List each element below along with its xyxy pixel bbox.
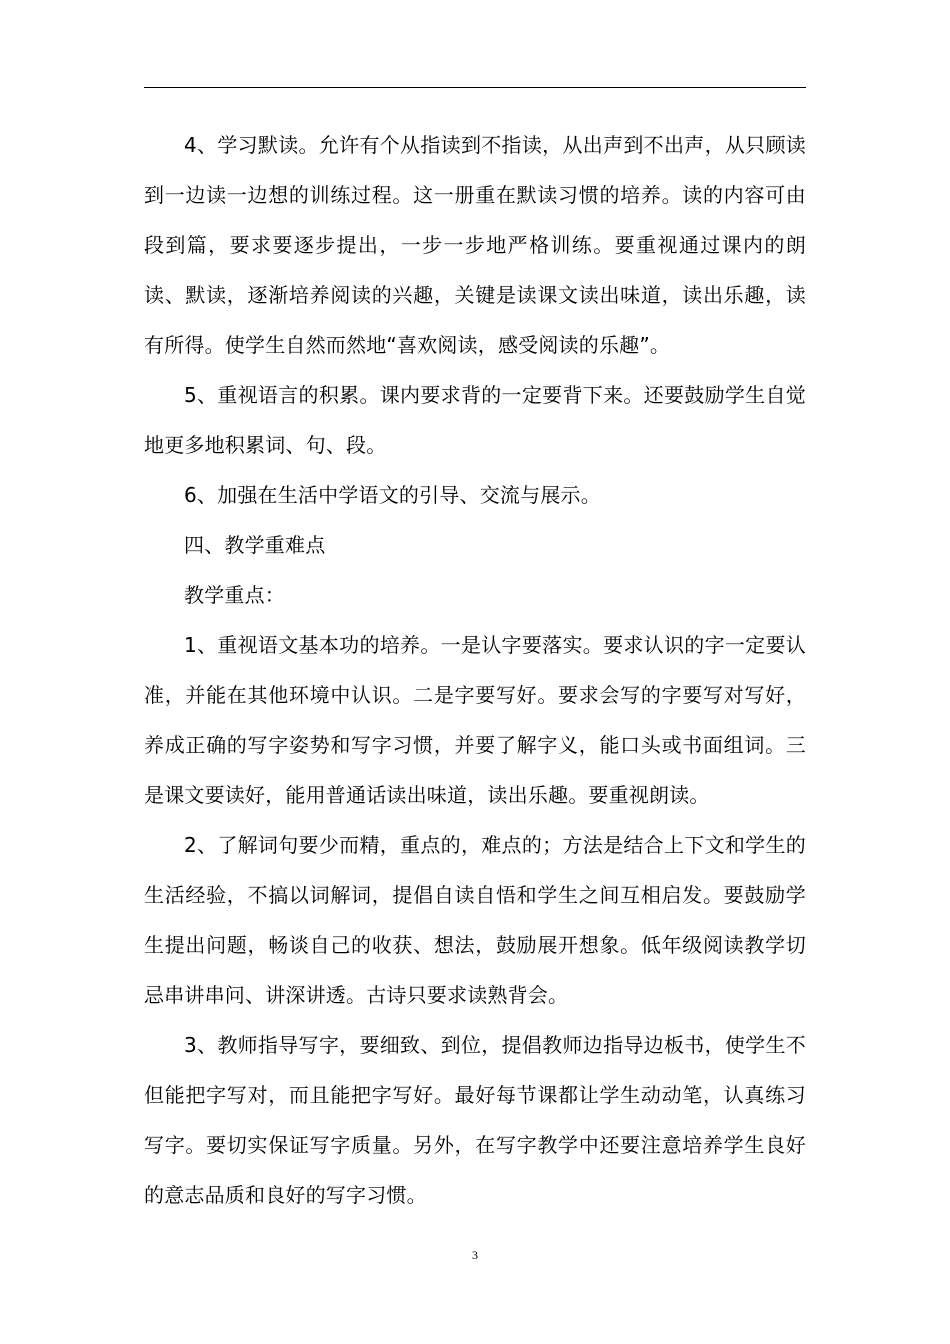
paragraph-writing-guidance: 3、教师指导写字，要细致、到位，提倡教师边指导边板书，使学生不但能把字写对，而且能把字写好。最好每节课都让学生动动笔，认真练习写字。要切实保证写字质量。另外，在写字教学中还要注意培养学生良好的意志品质和良好的写字习惯。: [144, 1033, 806, 1207]
paragraph-language-accumulation: 5、重视语言的积累。课内要求背的一定要背下来。还要鼓励学生自觉地更多地积累词、句、段。: [144, 383, 806, 457]
section-heading: 四、教学重难点: [184, 533, 326, 557]
paragraph-word-understanding: 2、了解词句要少而精，重点的，难点的；方法是结合上下文和学生的生活经验，不搞以词解词，提倡自读自悟和学生之间互相启发。要鼓励学生提出问题，畅谈自己的收获、想法，鼓励展开想象。低年级阅读教学切忌串讲串问、讲深讲透。古诗只要求读熟背会。: [144, 833, 806, 1007]
subsection-heading: 教学重点：: [184, 583, 285, 607]
paragraph-silent-reading: 4、学习默读。允许有个从指读到不指读，从出声到不出声，从只顾读到一边读一边想的训练过程。这一册重在默读习惯的培养。读的内容可由段到篇，要求要逐步提出，一步一步地严格训练。要重视通过课内的朗读、默读，逐渐培养阅读的兴趣，关键是读课文读出味道，读出乐趣，读有所得。使学生自然而然地“喜欢阅读，感受阅读的乐趣”。: [144, 133, 806, 357]
document-body: [144, 120, 806, 1220]
page-number: 3: [472, 1248, 478, 1262]
paragraph-life-learning: 6、加强在生活中学语文的引导、交流与展示。: [184, 483, 601, 507]
paragraph-basic-skills: 1、重视语文基本功的培养。一是认字要落实。要求认识的字一定要认准，并能在其他环境中认识。二是字要写好。要求会写的字要写对写好，养成正确的写字姿势和写字习惯，并要了解字义，能口头或书面组词。三是课文要读好，能用普通话读出味道，读出乐趣。要重视朗读。: [144, 633, 806, 807]
header-rule: [144, 87, 806, 88]
